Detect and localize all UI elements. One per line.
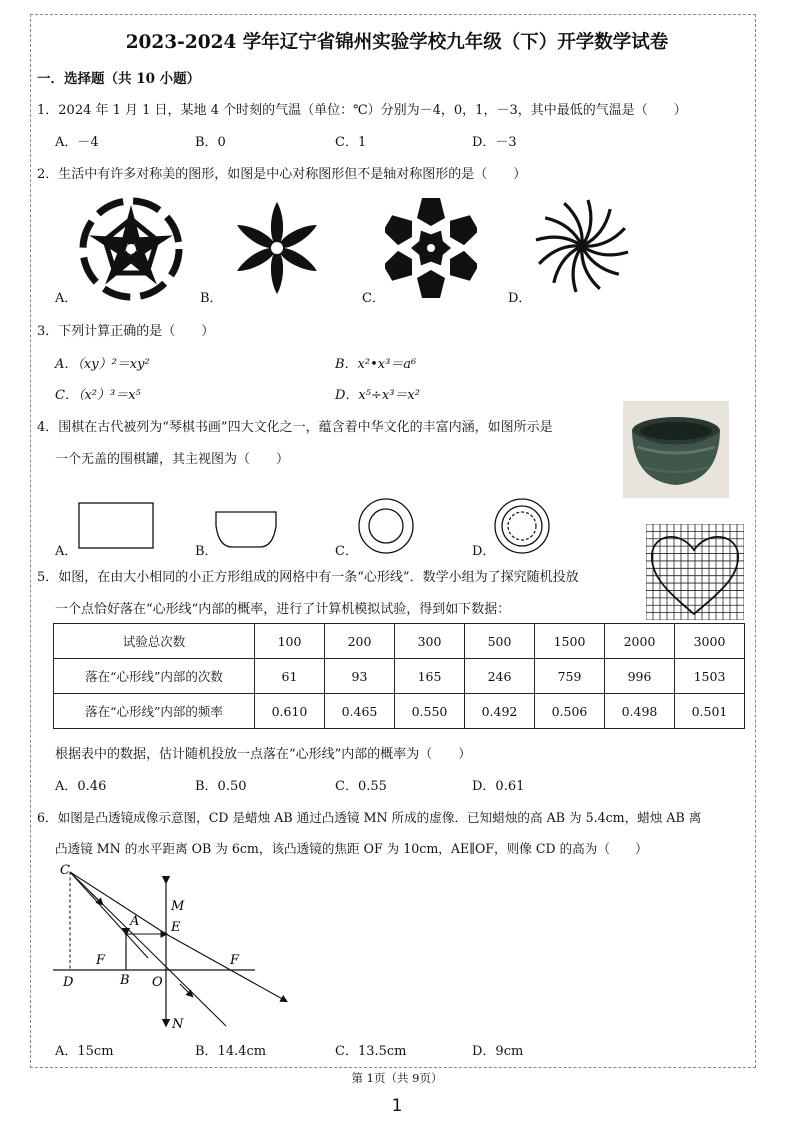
table-cell: 165 (395, 659, 465, 694)
table-cell: 0.492 (465, 694, 535, 729)
table-cell: 3000 (675, 624, 745, 659)
table-cell: 61 (255, 659, 325, 694)
label-b: B (120, 973, 130, 988)
table-cell: 500 (465, 624, 535, 659)
q1-option-a[interactable]: A．－4 (55, 135, 99, 150)
table-cell: 1503 (675, 659, 745, 694)
simulation-table (53, 623, 745, 729)
section-heading: 一．选择题（共 10 小题） (37, 71, 201, 87)
table-row (54, 694, 745, 729)
table-cell: 0.465 (325, 694, 395, 729)
q2-figure-d (532, 196, 632, 296)
q5-option-a[interactable]: A．0.46 (55, 779, 107, 794)
q5-option-c[interactable]: C．0.55 (335, 779, 387, 794)
q4-figure-c-rings (357, 497, 415, 555)
q2-option-c[interactable]: C． (362, 291, 385, 306)
page-number: 1 (391, 1096, 403, 1116)
table-cell: 落在“心形线”内部的次数 (54, 659, 255, 694)
q3-stem: 3．下列计算正确的是（ ） (37, 324, 215, 339)
table-row (54, 659, 745, 694)
table-cell: 996 (605, 659, 675, 694)
table-cell: 200 (325, 624, 395, 659)
q1-option-c[interactable]: C．1 (335, 135, 367, 150)
label-o: O (152, 975, 163, 990)
q2-figure-a (78, 196, 184, 302)
q6-option-b[interactable]: B．14.4cm (195, 1044, 267, 1059)
q5-line2: 一个点恰好落在“心形线”内部的概率，进行了计算机模拟试验，得到如下数据： (55, 602, 511, 617)
table-cell: 246 (465, 659, 535, 694)
label-f-right: F (230, 953, 240, 968)
q4-option-d[interactable]: D． (472, 544, 496, 559)
q4-option-b[interactable]: B． (195, 544, 218, 559)
table-cell: 93 (325, 659, 395, 694)
table-cell: 0.498 (605, 694, 675, 729)
q5-after: 根据表中的数据，估计随机投放一点落在“心形线”内部的概率为（ ） (55, 747, 472, 762)
q1-stem: 1．2024 年 1 月 1 日，某地 4 个时刻的气温（单位：℃）分别为－4，0，1，－3，其中最低的气温是（ ） (37, 103, 687, 118)
q4-figure-b-bowl (215, 510, 277, 550)
q2-stem: 2．生活中有许多对称美的图形，如图是中心对称图形但不是轴对称图形的是（ ） (37, 167, 527, 182)
q3-option-b[interactable]: B．x²•x³＝a⁶ (335, 357, 417, 372)
convex-lens-diagram (50, 860, 300, 1035)
q4-option-c[interactable]: C． (335, 544, 358, 559)
label-a: A (130, 914, 140, 929)
label-e: E (171, 920, 181, 935)
label-d: D (63, 975, 74, 990)
label-n: N (172, 1017, 184, 1032)
q6-option-d[interactable]: D．9cm (472, 1044, 524, 1059)
q1-option-b[interactable]: B．0 (195, 135, 226, 150)
q6-option-a[interactable]: A．15cm (55, 1044, 114, 1059)
q5-line1: 5．如图，在由大小相同的小正方形组成的网格中有一条“心形线”．数学小组为了探究随机投放 (37, 570, 579, 585)
q6-line2: 凸透镜 MN 的水平距离 OB 为 6cm，该凸透镜的焦距 OF 为 10cm，AE∥OF，则像 CD 的高为（ ） (55, 841, 648, 856)
q3-option-c[interactable]: C．（x²）³＝x⁵ (55, 388, 141, 403)
table-cell: 试验总次数 (54, 624, 255, 659)
q5-option-d[interactable]: D．0.61 (472, 779, 525, 794)
label-c: C (60, 863, 70, 878)
q4-line1: 4．围棋在古代被列为“琴棋书画”四大文化之一，蕴含着中华文化的丰富内涵，如图所示是 (37, 420, 553, 435)
q2-option-a[interactable]: A． (55, 291, 78, 306)
q1-option-d[interactable]: D．－3 (472, 135, 517, 150)
table-cell: 0.501 (675, 694, 745, 729)
q6-line1: 6．如图是凸透镜成像示意图，CD 是蜡烛 AB 通过凸透镜 MN 所成的虚像．已知蜡烛的高 AB 为 5.4cm，蜡烛 AB 离 (37, 810, 702, 825)
table-cell: 100 (255, 624, 325, 659)
ray-ef (166, 934, 286, 1001)
table-cell: 1500 (535, 624, 605, 659)
q3-option-a[interactable]: A．（xy）²＝xy² (55, 357, 150, 372)
table-cell: 300 (395, 624, 465, 659)
table-cell: 落在“心形线”内部的频率 (54, 694, 255, 729)
q4-figure-a-rectangle (78, 502, 156, 550)
q2-figure-c (385, 196, 477, 300)
go-bowl-photo (623, 401, 729, 498)
q4-option-a[interactable]: A． (55, 544, 78, 559)
q2-option-d[interactable]: D． (508, 291, 532, 306)
q5-option-b[interactable]: B．0.50 (195, 779, 247, 794)
table-cell: 0.550 (395, 694, 465, 729)
q4-figure-d-dashed-rings (493, 497, 551, 555)
table-row (54, 624, 745, 659)
table-cell: 2000 (605, 624, 675, 659)
table-cell: 759 (535, 659, 605, 694)
label-f-left: F (96, 953, 106, 968)
label-m: M (171, 899, 185, 914)
table-cell: 0.506 (535, 694, 605, 729)
q6-option-c[interactable]: C．13.5cm (335, 1044, 407, 1059)
ray-arrow (90, 892, 102, 904)
paper-title: 2023-2024 学年辽宁省锦州实验学校九年级（下）开学数学试卷 (125, 32, 669, 53)
heart-grid-figure (646, 524, 744, 620)
q2-option-b[interactable]: B． (200, 291, 223, 306)
table-cell: 0.610 (255, 694, 325, 729)
page-footer: 第 1页（共 9页） (351, 1071, 443, 1085)
q2-figure-b (222, 198, 332, 298)
q3-option-d[interactable]: D．x⁵÷x³＝x² (335, 388, 420, 403)
q4-line2: 一个无盖的围棋罐，其主视图为（ ） (55, 452, 290, 467)
